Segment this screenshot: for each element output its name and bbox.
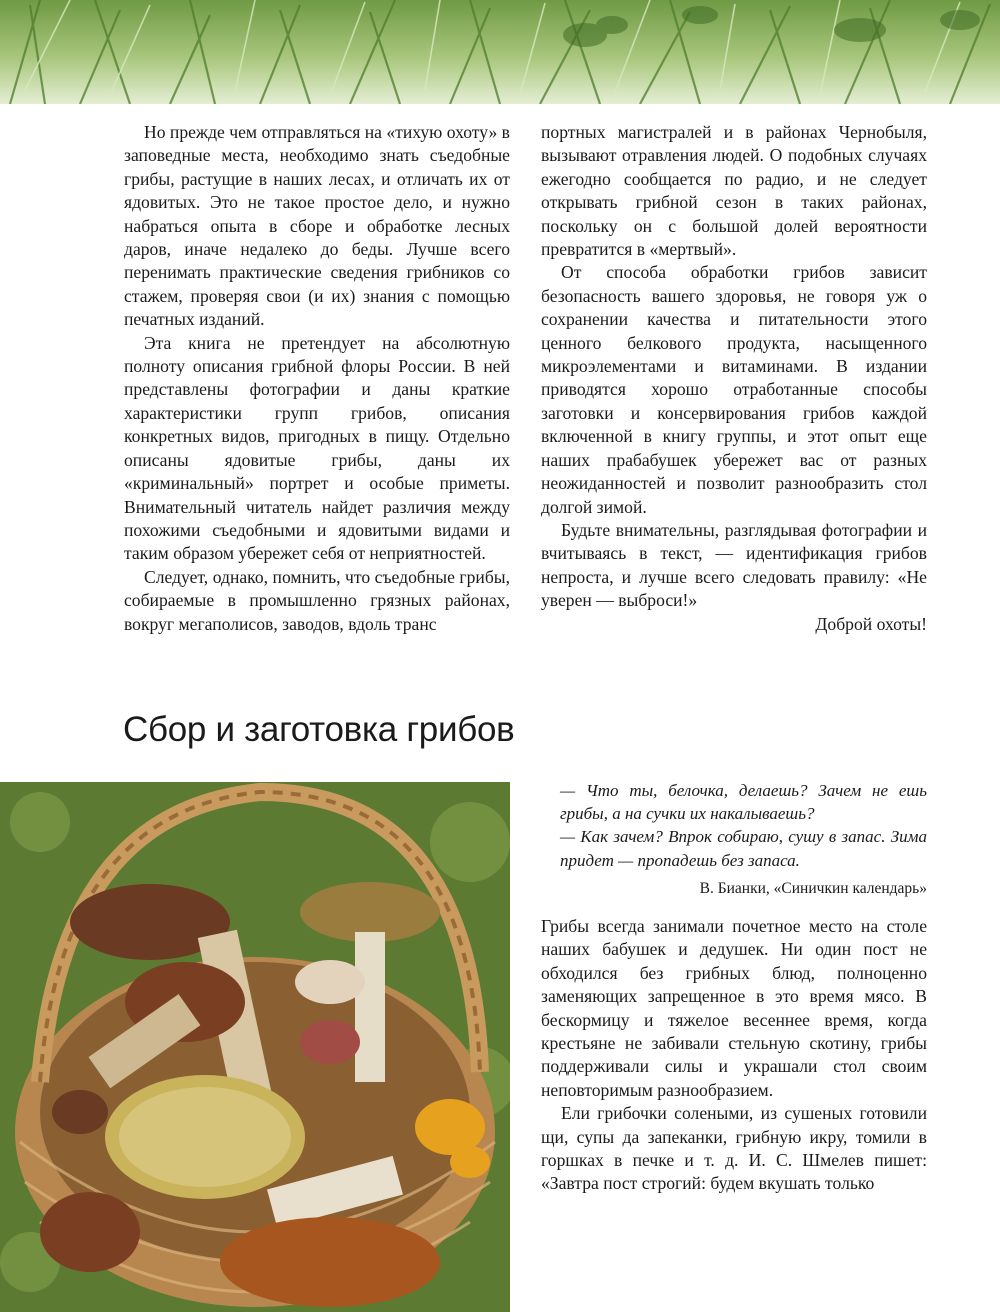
grass-banner-image: [0, 0, 1000, 104]
lower-paragraph: Ели грибочки солеными, из сушеных готовили щи, супы да запеканки, грибную икру, томили в горшках в печке и т. д. И. С. Шмелев пишет: «Завтра пост строгий: будем вкушать только: [541, 1103, 927, 1194]
signoff: Доброй охоты!: [815, 613, 927, 634]
right-text-column: [541, 121, 927, 636]
epigraph-line: — Что ты, белочка, делаешь? Зачем не ешь грибы, а на сучки их накалываешь?: [560, 781, 927, 824]
right-paragraph: От способа обработки грибов зависит безопасность вашего здоровья, не говоря уж о сохранении качества и питательности этого ценного белкового продукта, насыщенного микроэлементами и витаминами. В издании приводятся хорошо отработанные способы заготовки и консервирования грибов каждой включенной в книгу группы, и этот опыт еще наших прабабушек убережет вас от разных неожиданностей и позволит разнообразить стол долгой зимой.: [541, 262, 927, 517]
left-text-column: [124, 121, 510, 636]
left-paragraph: Но прежде чем отправляться на «тихую охоту» в заповедные места, необходимо знать съедобные грибы, растущие в наших лесах, и отличать их от ядовитых. Это не такое простое дело, и нужно набраться опыта в сборе и обработке лесных даров, иначе недалеко до беды. Лучше всего перенимать практические сведения грибников со стажем, проверяя свои (и их) знания с помощью печатных изданий.: [124, 122, 510, 330]
mushroom-basket-photo: [0, 782, 510, 1312]
grass-banner: [0, 0, 1000, 104]
mushroom-basket-image: [0, 782, 510, 1312]
lower-paragraph: Грибы всегда занимали почетное место на столе наших бабушек и дедушек. Ни один пост не обходился без грибных блюд, полноценно заменяющих запрещенное в это время мясо. В бескормицу и тяжелое весеннее время, когда крестьяне не забивали стельную скотину, грибы поддерживали силы и украшали стол своим неповторимым разнообразием.: [541, 916, 927, 1100]
left-paragraph: Эта книга не претендует на абсолютную полноту описания грибной флоры России. В ней представлены фотографии и даны краткие характеристики групп грибов, описания конкретных видов, пригодных в пищу. Отдельно описаны ядовитые грибы, даны их «криминальный» портрет и особые приметы. Внимательный читатель найдет различия между похожими съедобными и ядовитыми видами и таким образом убережет себя от неприятностей.: [124, 332, 510, 564]
epigraph-line: — Как зачем? Впрок собираю, сушу в запас. Зима придет — пропадешь без запаса.: [560, 827, 927, 870]
section-title: Сбор и заготовка грибов: [123, 710, 515, 749]
epigraph: [560, 779, 927, 900]
right-paragraph-continuation: портных магистралей и в районах Чернобыля, вызывают отравления людей. О подобных случаях ежегодно сообщается по радио, и не следует открывать грибной сезон в таких районах, поскольку он с большой долей вероятности превратится в «мертвый».: [541, 122, 927, 260]
right-paragraph: Будьте внимательны, разглядывая фотографии и вчитываясь в текст, — идентификация грибов непроста, и лучше всего следовать правилу: «Не уверен — выброси!»: [541, 519, 927, 611]
left-paragraph: Следует, однако, помнить, что съедобные грибы, собираемые в промышленно грязных районах, вокруг мегаполисов, заводов, вдоль транс: [124, 566, 510, 634]
lower-text-column: [541, 915, 927, 1196]
epigraph-author: В. Бианки, «Синичкин календарь»: [699, 879, 927, 897]
